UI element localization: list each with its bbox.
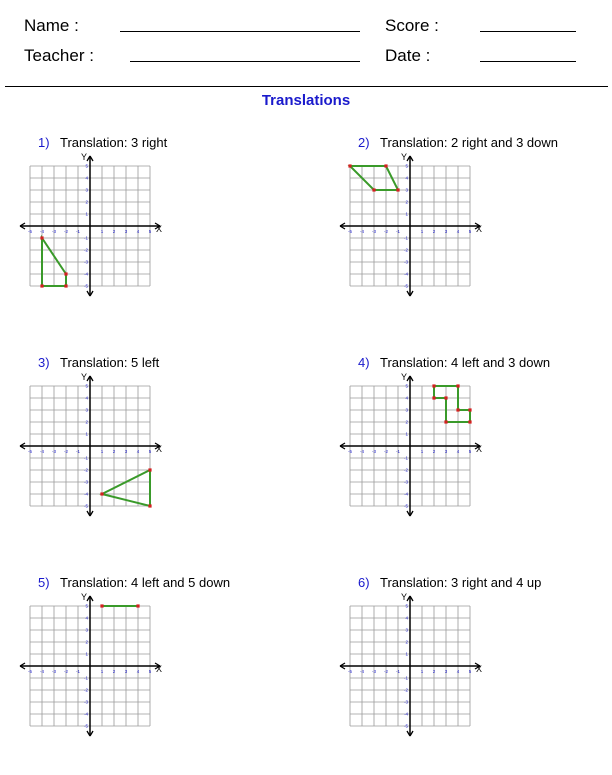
x-axis-label: X bbox=[476, 224, 483, 234]
x-tick-label: 4 bbox=[456, 449, 460, 454]
x-tick-label: 4 bbox=[136, 449, 140, 454]
y-tick-label: 1 bbox=[85, 211, 88, 217]
x-tick-label: -4 bbox=[39, 669, 45, 674]
y-axis-label: Y bbox=[401, 592, 408, 602]
x-tick-label: -5 bbox=[347, 229, 353, 234]
problem-6 bbox=[347, 575, 612, 775]
y-tick-label: -3 bbox=[403, 479, 408, 485]
y-axis-label: Y bbox=[81, 372, 88, 382]
vertex-dot bbox=[64, 284, 67, 287]
y-tick-label: 4 bbox=[405, 615, 408, 621]
y-tick-label: -5 bbox=[83, 723, 88, 729]
x-tick-label: 4 bbox=[136, 669, 140, 674]
problem-number: 3) bbox=[38, 355, 50, 370]
x-tick-label: -1 bbox=[395, 669, 401, 674]
x-tick-label: 3 bbox=[124, 669, 128, 674]
x-tick-label: -5 bbox=[347, 669, 353, 674]
x-tick-label: 2 bbox=[432, 449, 436, 454]
y-tick-label: 5 bbox=[405, 163, 408, 169]
x-tick-label: 3 bbox=[444, 449, 448, 454]
y-tick-label: 4 bbox=[85, 175, 88, 181]
vertex-dot bbox=[148, 504, 151, 507]
y-tick-label: -5 bbox=[83, 283, 88, 289]
x-tick-label: 2 bbox=[112, 229, 116, 234]
vertex-dot bbox=[40, 236, 43, 239]
problem-number: 5) bbox=[38, 575, 50, 590]
vertex-dot bbox=[432, 384, 435, 387]
score-label: Score : bbox=[385, 16, 439, 35]
vertex-dot bbox=[468, 420, 471, 423]
x-axis-label: X bbox=[156, 444, 163, 454]
vertex-dot bbox=[468, 408, 471, 411]
problem-4 bbox=[347, 355, 612, 555]
x-tick-label: -4 bbox=[359, 449, 365, 454]
coordinate-grid bbox=[338, 371, 488, 521]
vertex-dot bbox=[456, 408, 459, 411]
x-tick-label: -2 bbox=[63, 449, 69, 454]
y-tick-label: 3 bbox=[85, 187, 88, 193]
y-tick-label: 1 bbox=[405, 651, 408, 657]
problem-number: 6) bbox=[358, 575, 370, 590]
worksheet-title: Translations bbox=[261, 92, 351, 109]
x-tick-label: 1 bbox=[420, 449, 424, 454]
x-tick-label: -5 bbox=[27, 449, 33, 454]
x-tick-label: 3 bbox=[124, 449, 128, 454]
y-tick-label: 4 bbox=[85, 615, 88, 621]
x-tick-label: -3 bbox=[51, 449, 57, 454]
x-tick-label: 1 bbox=[100, 669, 104, 674]
x-tick-label: 3 bbox=[444, 229, 448, 234]
x-tick-label: 1 bbox=[100, 449, 104, 454]
coordinate-grid bbox=[338, 591, 488, 741]
y-tick-label: 3 bbox=[85, 627, 88, 633]
y-tick-label: -5 bbox=[83, 503, 88, 509]
y-tick-label: -2 bbox=[403, 687, 408, 693]
x-tick-label: -2 bbox=[383, 449, 389, 454]
y-tick-label: -2 bbox=[83, 687, 88, 693]
y-tick-label: -3 bbox=[403, 699, 408, 705]
y-tick-label: 5 bbox=[85, 603, 88, 609]
x-tick-label: 5 bbox=[468, 669, 472, 674]
problem-number: 4) bbox=[358, 355, 370, 370]
x-tick-label: -3 bbox=[51, 669, 57, 674]
problem-number: 1) bbox=[38, 135, 50, 150]
y-tick-label: -3 bbox=[83, 699, 88, 705]
teacher-line bbox=[130, 61, 360, 62]
y-tick-label: 3 bbox=[405, 407, 408, 413]
y-tick-label: -5 bbox=[403, 503, 408, 509]
y-tick-label: 1 bbox=[405, 211, 408, 217]
y-tick-label: 4 bbox=[85, 395, 88, 401]
vertex-dot bbox=[372, 188, 375, 191]
figure-shape bbox=[434, 386, 470, 422]
y-tick-label: 2 bbox=[85, 419, 88, 425]
x-tick-label: -4 bbox=[359, 669, 365, 674]
x-tick-label: -3 bbox=[371, 669, 377, 674]
vertex-dot bbox=[444, 420, 447, 423]
coordinate-grid bbox=[18, 151, 168, 301]
y-tick-label: -4 bbox=[83, 491, 88, 497]
x-tick-label: 5 bbox=[468, 449, 472, 454]
y-tick-label: 2 bbox=[405, 639, 408, 645]
problem-number: 2) bbox=[358, 135, 370, 150]
vertex-dot bbox=[456, 384, 459, 387]
x-axis-label: X bbox=[476, 664, 483, 674]
vertex-dot bbox=[384, 164, 387, 167]
y-tick-label: 5 bbox=[405, 603, 408, 609]
x-tick-label: 1 bbox=[420, 669, 424, 674]
y-tick-label: 5 bbox=[405, 383, 408, 389]
y-tick-label: 3 bbox=[405, 187, 408, 193]
x-tick-label: 3 bbox=[444, 669, 448, 674]
y-tick-label: -4 bbox=[83, 271, 88, 277]
y-tick-label: -2 bbox=[83, 247, 88, 253]
x-tick-label: -4 bbox=[359, 229, 365, 234]
y-tick-label: 5 bbox=[85, 383, 88, 389]
y-tick-label: 3 bbox=[405, 627, 408, 633]
problem-text: Translation: 4 left and 3 down bbox=[380, 355, 551, 370]
vertex-dot bbox=[100, 492, 103, 495]
y-tick-label: -3 bbox=[83, 259, 88, 265]
problem-text: Translation: 3 right and 4 up bbox=[380, 575, 542, 590]
y-tick-label: -1 bbox=[403, 455, 408, 461]
problem-text: Translation: 3 right bbox=[60, 135, 168, 150]
problem-text: Translation: 2 right and 3 down bbox=[380, 135, 559, 150]
x-tick-label: 3 bbox=[124, 229, 128, 234]
vertex-dot bbox=[100, 604, 103, 607]
vertex-dot bbox=[40, 284, 43, 287]
y-axis-label: Y bbox=[401, 152, 408, 162]
y-axis-label: Y bbox=[81, 152, 88, 162]
y-tick-label: -4 bbox=[403, 491, 408, 497]
x-tick-label: 1 bbox=[420, 229, 424, 234]
y-tick-label: 2 bbox=[405, 199, 408, 205]
x-axis-label: X bbox=[156, 664, 163, 674]
score-line bbox=[480, 31, 576, 32]
x-tick-label: 2 bbox=[112, 449, 116, 454]
x-tick-label: -3 bbox=[51, 229, 57, 234]
x-tick-label: 5 bbox=[148, 669, 152, 674]
date-line bbox=[480, 61, 576, 62]
x-tick-label: -2 bbox=[63, 229, 69, 234]
x-tick-label: -1 bbox=[75, 229, 81, 234]
date-label: Date : bbox=[385, 46, 431, 65]
x-tick-label: -5 bbox=[27, 229, 33, 234]
y-tick-label: 1 bbox=[405, 431, 408, 437]
x-tick-label: 4 bbox=[136, 229, 140, 234]
x-tick-label: 2 bbox=[432, 669, 436, 674]
y-tick-label: -3 bbox=[83, 479, 88, 485]
y-tick-label: 5 bbox=[85, 163, 88, 169]
y-tick-label: -1 bbox=[83, 675, 88, 681]
y-tick-label: -1 bbox=[83, 455, 88, 461]
y-axis-label: Y bbox=[81, 592, 88, 602]
x-tick-label: -5 bbox=[347, 449, 353, 454]
y-tick-label: -1 bbox=[403, 675, 408, 681]
y-tick-label: -1 bbox=[403, 235, 408, 241]
x-tick-label: -3 bbox=[371, 449, 377, 454]
vertex-dot bbox=[136, 604, 139, 607]
problem-1 bbox=[27, 135, 318, 335]
x-tick-label: -4 bbox=[39, 229, 45, 234]
x-tick-label: -2 bbox=[63, 669, 69, 674]
coordinate-grid bbox=[338, 151, 488, 301]
problem-3 bbox=[27, 355, 318, 555]
vertex-dot bbox=[432, 396, 435, 399]
x-tick-label: -1 bbox=[395, 449, 401, 454]
x-tick-label: 4 bbox=[456, 669, 460, 674]
problem-5 bbox=[27, 575, 318, 775]
y-tick-label: -4 bbox=[403, 271, 408, 277]
vertex-dot bbox=[396, 188, 399, 191]
problem-2 bbox=[347, 135, 612, 335]
y-tick-label: -4 bbox=[403, 711, 408, 717]
problem-text: Translation: 5 left bbox=[60, 355, 160, 370]
y-tick-label: -3 bbox=[403, 259, 408, 265]
header-divider bbox=[5, 86, 608, 87]
y-tick-label: -2 bbox=[83, 467, 88, 473]
y-tick-label: 1 bbox=[85, 651, 88, 657]
x-tick-label: -1 bbox=[395, 229, 401, 234]
x-tick-label: 2 bbox=[432, 229, 436, 234]
coordinate-grid bbox=[18, 371, 168, 521]
y-tick-label: 1 bbox=[85, 431, 88, 437]
y-tick-label: -5 bbox=[403, 283, 408, 289]
y-tick-label: -1 bbox=[83, 235, 88, 241]
y-axis-label: Y bbox=[401, 372, 408, 382]
y-tick-label: -2 bbox=[403, 467, 408, 473]
x-tick-label: 5 bbox=[148, 229, 152, 234]
vertex-dot bbox=[348, 164, 351, 167]
x-tick-label: 4 bbox=[456, 229, 460, 234]
x-tick-label: 1 bbox=[100, 229, 104, 234]
name-label: Name : bbox=[24, 16, 79, 35]
x-tick-label: -1 bbox=[75, 449, 81, 454]
x-tick-label: -2 bbox=[383, 229, 389, 234]
y-tick-label: 2 bbox=[85, 199, 88, 205]
x-tick-label: -2 bbox=[383, 669, 389, 674]
x-axis-label: X bbox=[476, 444, 483, 454]
x-tick-label: 2 bbox=[112, 669, 116, 674]
name-line bbox=[120, 31, 360, 32]
x-tick-label: 5 bbox=[148, 449, 152, 454]
vertex-dot bbox=[444, 396, 447, 399]
teacher-label: Teacher : bbox=[24, 46, 94, 65]
vertex-dot bbox=[64, 272, 67, 275]
y-tick-label: 2 bbox=[85, 639, 88, 645]
y-tick-label: 4 bbox=[405, 395, 408, 401]
vertex-dot bbox=[148, 468, 151, 471]
x-tick-label: -1 bbox=[75, 669, 81, 674]
x-tick-label: -5 bbox=[27, 669, 33, 674]
x-tick-label: -4 bbox=[39, 449, 45, 454]
x-tick-label: -3 bbox=[371, 229, 377, 234]
coordinate-grid bbox=[18, 591, 168, 741]
x-tick-label: 5 bbox=[468, 229, 472, 234]
y-tick-label: 2 bbox=[405, 419, 408, 425]
y-tick-label: 3 bbox=[85, 407, 88, 413]
y-tick-label: -4 bbox=[83, 711, 88, 717]
problem-text: Translation: 4 left and 5 down bbox=[60, 575, 231, 590]
x-axis-label: X bbox=[156, 224, 163, 234]
y-tick-label: 4 bbox=[405, 175, 408, 181]
y-tick-label: -2 bbox=[403, 247, 408, 253]
y-tick-label: -5 bbox=[403, 723, 408, 729]
